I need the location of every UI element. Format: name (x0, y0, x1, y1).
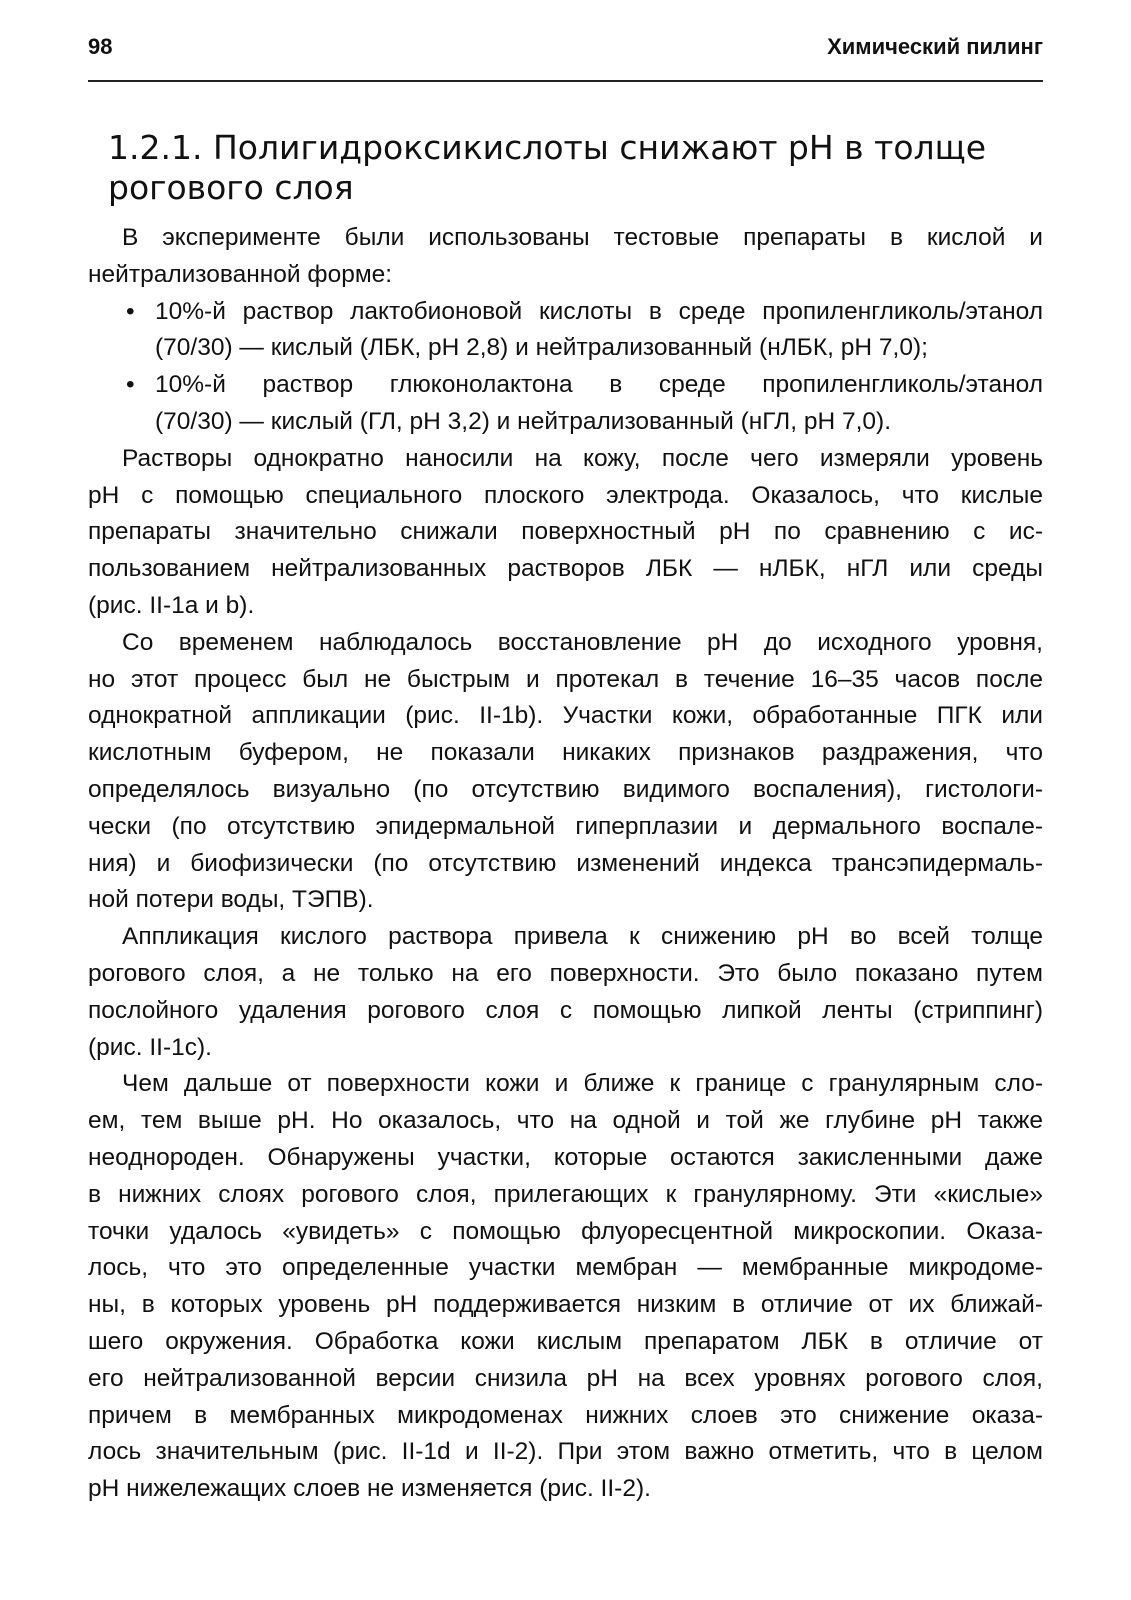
text-line: рогового слоя, а не только на его поверхности. Это было показано путем (88, 959, 1043, 987)
text-line: причем в мембранных микродоменах нижних слоев это снижение оказа- (88, 1401, 1043, 1429)
text-line: чески (по отсутствию эпидермальной гиперплазии и дермального воспале- (88, 812, 1043, 840)
text-line: шего окружения. Обработка кожи кислым препаратом ЛБК в отличие от (88, 1327, 1043, 1355)
text-line: нейтрализованной форме: (88, 260, 393, 288)
section-heading-line: 1.2.1. Полигидроксикислоты снижают рН в толще (108, 128, 987, 167)
text-line: определялось визуально (по отсутствию видимого воспаления), гистологи- (88, 775, 1043, 803)
text-line: однократной аппликации (рис. II-1b). Участки кожи, обработанные ПГК или (88, 702, 1043, 730)
text-line: рН нижележащих слоев не изменяется (рис. II-2). (88, 1475, 651, 1503)
text-line: (70/30) — кислый (ЛБК, рН 2,8) и нейтрализованный (нЛБК, рН 7,0); (155, 334, 928, 362)
header-divider (88, 80, 1043, 82)
text-line: (70/30) — кислый (ГЛ, рН 3,2) и нейтрализованный (нГЛ, рН 7,0). (155, 407, 892, 435)
section-heading (108, 128, 988, 208)
text-line: ния) и биофизически (по отсутствию изменений индекса трансэпидермаль- (88, 849, 1043, 877)
paragraph (88, 625, 1043, 919)
text-line: Со временем наблюдалось восстановление рН до исходного уровня, (122, 628, 1043, 656)
text-line: ем, тем выше рН. Но оказалось, что на одной и той же глубине рН также (88, 1107, 1043, 1135)
text-line: в нижних слоях рогового слоя, прилегающих к гранулярному. Эти «кислые» (88, 1180, 1043, 1208)
running-title: Химический пилинг (827, 34, 1043, 59)
paragraph (88, 1066, 1043, 1508)
text-line: Чем дальше от поверхности кожи и ближе к границе с гранулярным сло- (122, 1070, 1043, 1098)
text-line: Аппликация кислого раствора привела к снижению рН во всей толще (122, 923, 1043, 951)
text-line: лось, что это определенные участки мембран — мембранные микродоме- (88, 1254, 1043, 1282)
text-line: 10%-й раствор глюконолактона в среде пропиленгликоль/этанол (155, 371, 1043, 399)
text-line: его нейтрализованной версии снизила рН на всех уровнях рогового слоя, (88, 1364, 1043, 1392)
body-text (88, 220, 1043, 1508)
text-line: кислотным буфером, не показали никаких признаков раздражения, что (88, 739, 1043, 767)
text-line: рН с помощью специального плоского электрода. Оказалось, что кислые (88, 481, 1043, 509)
running-header (88, 34, 1043, 74)
text-line: лось значительным (рис. II-1d и II-2). При этом важно отметить, что в целом (88, 1438, 1043, 1466)
list-item (88, 367, 1043, 441)
paragraph (88, 441, 1043, 625)
text-line: пользованием нейтрализованных растворов ЛБК — нЛБК, нГЛ или среды (88, 555, 1043, 583)
paragraph (88, 919, 1043, 1066)
bullet-marker: • (126, 371, 135, 399)
text-line: послойного удаления рогового слоя с помощью липкой ленты (стриппинг) (88, 996, 1043, 1024)
text-line: ной потери воды, ТЭПВ). (88, 886, 374, 914)
list-item (88, 294, 1043, 368)
text-line: но этот процесс был не быстрым и протекал в течение 16–35 часов после (88, 665, 1043, 693)
text-line: точки удалось «увидеть» с помощью флуоресцентной микроскопии. Оказа- (88, 1217, 1043, 1245)
text-line: 10%-й раствор лактобионовой кислоты в среде пропиленгликоль/этанол (155, 297, 1043, 325)
intro-paragraph (88, 220, 1043, 294)
bullet-marker: • (126, 297, 135, 325)
text-line: ны, в которых уровень рН поддерживается низким в отличие от их ближай- (88, 1291, 1043, 1319)
bullet-list (88, 294, 1043, 441)
text-line: (рис. II-1a и b). (88, 591, 255, 619)
text-line: неоднороден. Обнаружены участки, которые остаются закисленными даже (88, 1143, 1043, 1171)
text-line: препараты значительно снижали поверхностный рН по сравнению с ис- (88, 518, 1043, 546)
text-line: Растворы однократно наносили на кожу, после чего измеряли уровень (122, 444, 1043, 472)
text-line: В эксперименте были использованы тестовые препараты в кислой и (122, 224, 1043, 251)
text-line: (рис. II-1c). (88, 1033, 212, 1061)
section-heading-line: рогового слоя (108, 168, 354, 207)
page-number: 98 (88, 34, 113, 59)
